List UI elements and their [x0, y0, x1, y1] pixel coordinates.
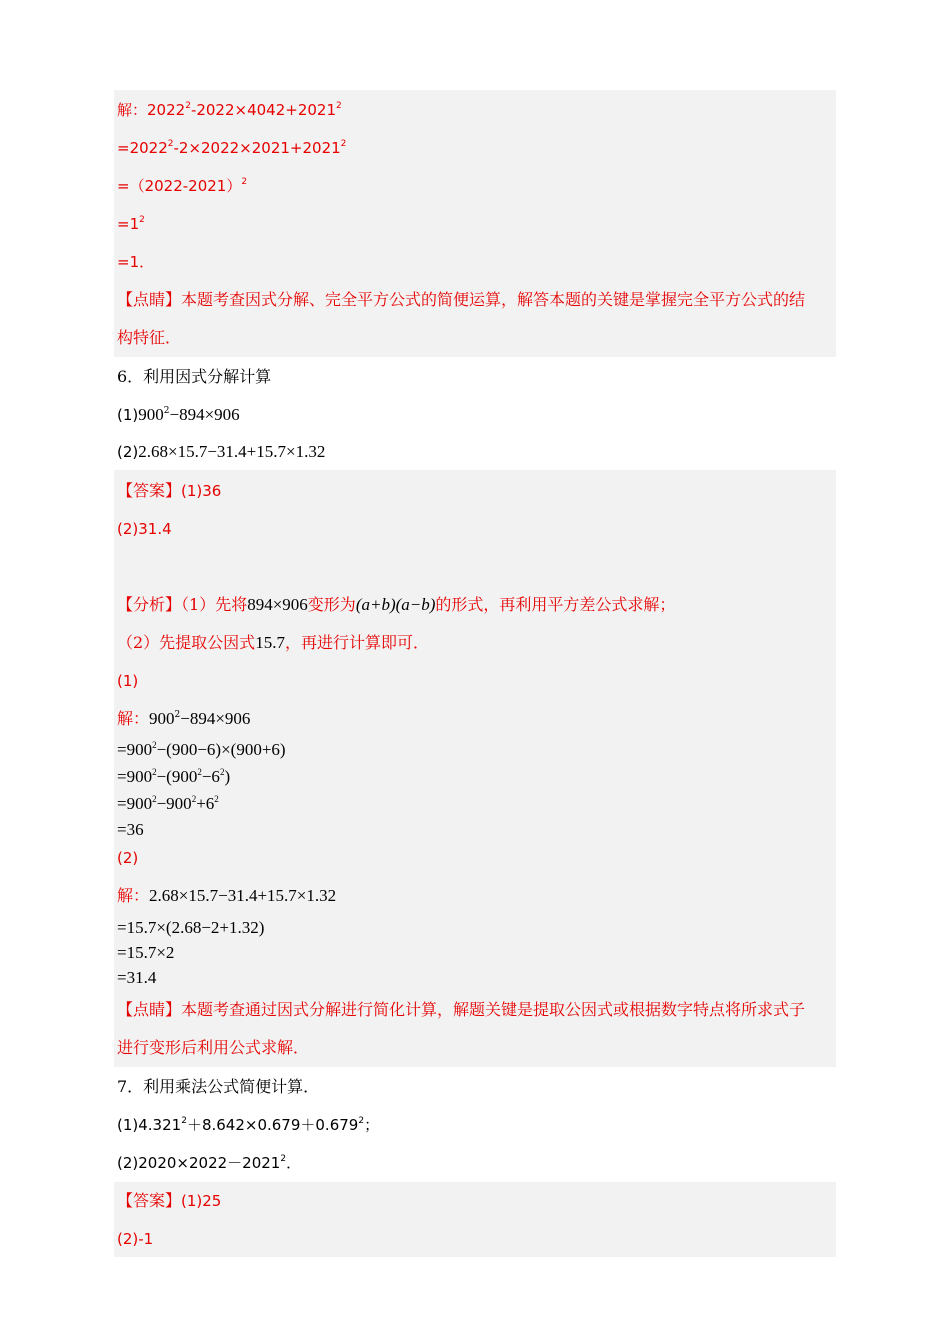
exponent: 2: [214, 794, 219, 804]
exponent: 2: [167, 139, 174, 149]
part-label: (1): [117, 672, 139, 690]
term: −894×906: [169, 405, 240, 424]
exponent: 2: [174, 710, 181, 720]
dianjing-text: 构特征．: [117, 328, 182, 347]
answer-value: (2)31.4: [117, 520, 172, 538]
analysis-6-line-1: [117, 594, 675, 616]
dianjing-text: 本题考查因式分解、完全平方公式的简便运算，解答本题的关键是掌握完全平方公式的结: [181, 290, 806, 309]
answer-6-line-1: [117, 480, 221, 502]
solution-prefix: 解：: [117, 101, 148, 119]
term: =15.7×2: [117, 943, 175, 962]
exponent: 2: [185, 101, 191, 111]
term: =900: [117, 767, 153, 786]
dianjing-6-line-2: [117, 1037, 309, 1059]
term: ；: [364, 1116, 380, 1134]
answer-block-7: [114, 1182, 836, 1257]
answer-value: (1)36: [181, 482, 222, 500]
term: −(900: [156, 767, 198, 786]
term: ): [224, 767, 231, 786]
term: −894×906: [180, 709, 251, 728]
term: =1: [117, 215, 140, 233]
term: =31.4: [117, 968, 157, 987]
analysis-text: （2）先提取公因式: [117, 633, 256, 652]
solution-1-line-3: [117, 766, 230, 788]
dianjing-line-1: [117, 289, 805, 311]
term: 2.68×15.7−31.4+15.7×1.32: [138, 442, 326, 461]
term: −(900−6)×(900+6): [156, 740, 286, 759]
answer-value: (2)-1: [117, 1230, 154, 1248]
question-6-part-2: [117, 441, 325, 463]
solution-line-4: [117, 213, 145, 235]
solution-1-line-5: [117, 819, 144, 841]
term: =900: [117, 794, 153, 813]
term: (2)2020×2022－2021: [117, 1154, 281, 1172]
term: =2022: [117, 139, 168, 157]
exponent: 2: [358, 1116, 365, 1126]
term: =（2022-2021）: [117, 177, 242, 195]
math-expression: 894×906: [247, 595, 308, 614]
term: 900: [138, 405, 164, 424]
solution-2-line-4: [117, 967, 156, 989]
exponent: 2: [191, 794, 197, 804]
solution-line-5: [117, 251, 154, 273]
exponent: 2: [241, 177, 248, 187]
dianjing-text: 进行变形后利用公式求解．: [117, 1038, 310, 1057]
dianjing-tag: 【点睛】: [117, 1000, 182, 1019]
exponent: 2: [181, 1116, 187, 1126]
answer-tag: 【答案】: [117, 481, 182, 500]
term: =1．: [117, 253, 155, 271]
term: =900: [117, 740, 153, 759]
dianjing-tag: 【点睛】: [117, 290, 182, 309]
exponent: 2: [152, 767, 157, 777]
solution-line-2: [117, 137, 346, 159]
math-expression: 15.7: [255, 633, 285, 652]
term: −900: [156, 794, 192, 813]
question-6-part-1: [117, 404, 240, 426]
answer-7-line-2: [117, 1228, 153, 1250]
part-label: (1): [117, 406, 139, 424]
question-title: 7．利用乘法公式简便计算．: [117, 1077, 320, 1096]
solution-line-1: [117, 99, 342, 121]
solution-prefix: 解：: [117, 886, 150, 905]
term: −6: [201, 767, 220, 786]
dianjing-text: 本题考查通过因式分解进行简化计算，解题关键是提取公因式或根据数字特点将所求式子: [181, 1000, 806, 1019]
term: =15.7×(2.68−2+1.32): [117, 918, 265, 937]
analysis-text: 的形式，再利用平方差公式求解；: [435, 595, 676, 614]
term: +6: [196, 794, 215, 813]
analysis-text: （1）先将: [181, 595, 248, 614]
solution-block-5: [114, 90, 836, 357]
analysis-text: 变形为: [307, 595, 356, 614]
solution-line-3: [117, 175, 247, 197]
solution-2-line-2: [117, 917, 264, 939]
part-2-label: [117, 847, 138, 869]
exponent: 2: [280, 1154, 287, 1164]
exponent: 2: [197, 767, 202, 777]
part-1-label: [117, 670, 138, 692]
answer-6-line-2: [117, 518, 172, 540]
exponent: 2: [163, 406, 170, 416]
term: -2×2022×2021+2021: [173, 139, 341, 157]
question-7-part-1: [117, 1114, 379, 1136]
analysis-6-line-2: [117, 632, 429, 654]
solution-1-line-4: [117, 793, 219, 815]
analysis-tag: 【分析】: [117, 595, 182, 614]
answer-7-line-1: [117, 1190, 221, 1212]
question-7-part-2: [117, 1152, 301, 1174]
exponent: 2: [219, 767, 225, 777]
term: 900: [149, 709, 175, 728]
term: 2022: [147, 101, 186, 119]
term: ＋8.642×0.679＋0.679: [186, 1116, 359, 1134]
solution-prefix: 解：: [117, 709, 150, 728]
question-7-title: [117, 1076, 319, 1098]
question-6-title: [117, 366, 271, 388]
term: (1)4.321: [117, 1116, 182, 1134]
answer-value: (1)25: [181, 1192, 222, 1210]
math-expression: (a+b)(a−b): [355, 595, 436, 614]
answer-tag: 【答案】: [117, 1191, 182, 1210]
part-label: (2): [117, 849, 139, 867]
exponent: 2: [152, 794, 157, 804]
exponent: 2: [152, 740, 157, 750]
question-title: 6．利用因式分解计算: [117, 367, 272, 386]
term: -2022×4042+2021: [190, 101, 337, 119]
solution-2-line-1: [117, 885, 336, 907]
term: 2.68×15.7−31.4+15.7×1.32: [149, 886, 337, 905]
dianjing-line-2: [117, 327, 181, 349]
analysis-text: ，再进行计算即可．: [284, 633, 429, 652]
term: =36: [117, 820, 144, 839]
part-label: (2): [117, 443, 139, 461]
solution-2-line-3: [117, 942, 174, 964]
dianjing-6-line-1: [117, 999, 805, 1021]
exponent: 2: [139, 215, 145, 225]
exponent: 2: [340, 139, 347, 149]
exponent: 2: [336, 101, 342, 111]
solution-1-line-1: [117, 708, 250, 730]
term: ．: [286, 1154, 302, 1172]
solution-1-line-2: [117, 739, 286, 761]
